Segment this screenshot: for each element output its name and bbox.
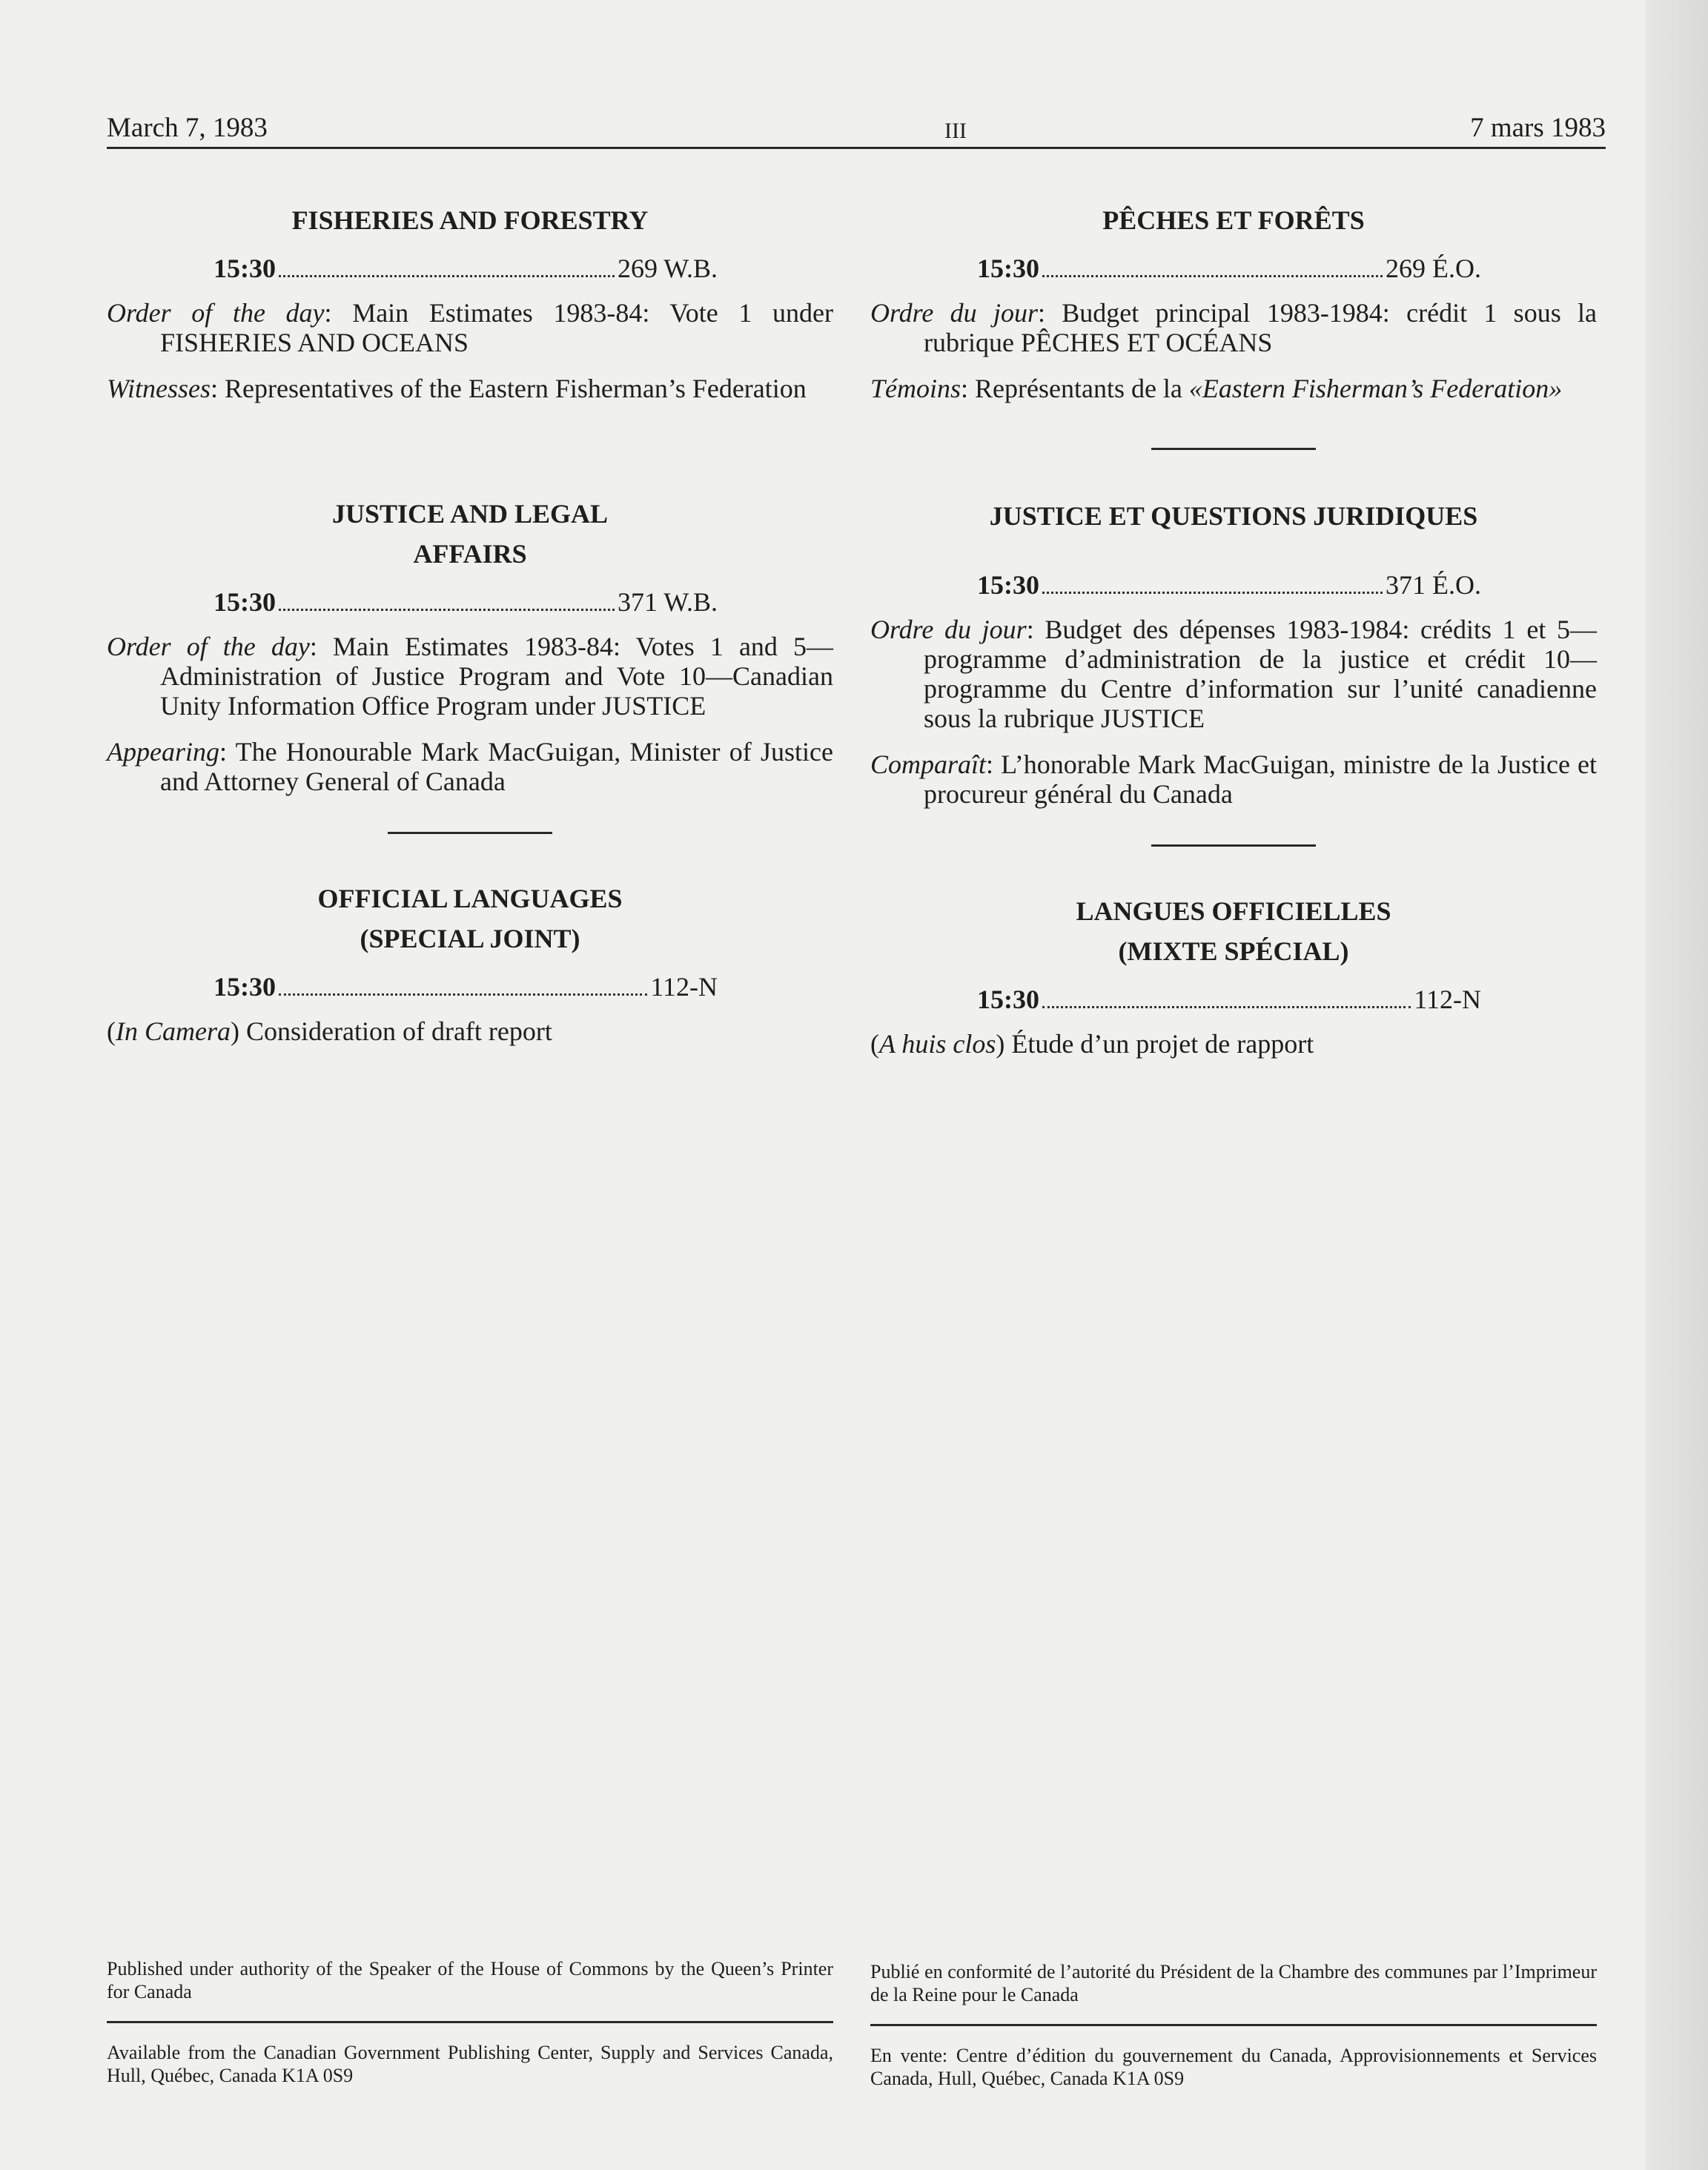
section-separator xyxy=(1151,844,1316,847)
committee-title xyxy=(211,494,729,574)
meeting-room: 371 É.O. xyxy=(1386,570,1481,600)
footer-french xyxy=(870,1960,1597,2090)
committee-langues-officielles xyxy=(870,891,1597,1059)
ordre-du-jour xyxy=(870,615,1597,733)
dot-leader xyxy=(279,609,615,611)
meeting-time: 15:30 xyxy=(214,254,276,283)
meeting-time: 15:30 xyxy=(214,587,276,617)
meeting-time: 15:30 xyxy=(214,972,276,1002)
committee-justice xyxy=(107,494,833,796)
meeting-time: 15:30 xyxy=(977,570,1039,600)
time-room-row xyxy=(977,254,1481,283)
dot-leader xyxy=(279,275,615,277)
meeting-room: 112-N xyxy=(650,972,718,1002)
para-label: Ordre du jour xyxy=(870,615,1027,644)
order-of-day xyxy=(107,298,833,357)
section-separator xyxy=(1151,448,1316,450)
meeting-room: 269 W.B. xyxy=(617,254,718,283)
meeting-room: 269 É.O. xyxy=(1386,254,1481,283)
meeting-room: 112-N xyxy=(1414,985,1481,1014)
spacer xyxy=(107,420,833,494)
dot-leader xyxy=(1042,592,1383,594)
dot-leader xyxy=(279,993,647,996)
para-text: : Budget principal 1983-1984: crédit 1 sous la rubrique PÊCHES ET OCÉANS xyxy=(924,298,1597,357)
time-room-row xyxy=(214,972,718,1002)
header-date-french: 7 mars 1983 xyxy=(1470,113,1606,143)
availability-notice: En vente: Centre d’édition du gouvernement du Canada, Approvisionnements et Services Canada, Hull, Québec, Canada K1A 0S9 xyxy=(870,2045,1597,2089)
time-room-row xyxy=(214,587,718,617)
section-separator xyxy=(388,832,552,834)
page-edge-shadow xyxy=(1646,0,1708,2170)
para-text: : Representatives of the Eastern Fisherman’s Federation xyxy=(211,374,807,403)
para-label: Ordre du jour xyxy=(870,298,1038,328)
committee-title xyxy=(974,891,1493,971)
para-text: : Main Estimates 1983-84: Votes 1 and 5—Administration of Justice Program and Vote 10—Canadian Unity Information Office Program under JUSTICE xyxy=(160,632,833,721)
availability-notice: Available from the Canadian Government Publishing Center, Supply and Services Canada, Hull, Québec, Canada K1A 0S9 xyxy=(107,2042,833,2086)
running-head xyxy=(107,110,1606,149)
committee-title: FISHERIES AND FORESTRY xyxy=(291,205,649,235)
meeting-time: 15:30 xyxy=(977,254,1039,283)
footer-rule xyxy=(107,2021,833,2023)
published-notice: Publié en conformité de l’autorité du Président de la Chambre des communes par l’Imprimeur de la Reine pour le Canada xyxy=(870,1961,1597,2005)
committee-fisheries xyxy=(107,200,833,403)
committee-justice-fr xyxy=(870,496,1597,809)
para-label: A huis clos xyxy=(879,1029,996,1059)
para-text: ) Consideration of draft report xyxy=(231,1016,552,1046)
huis-clos-note xyxy=(870,1029,1597,1059)
committee-title-line1: OFFICIAL LANGUAGES xyxy=(317,884,623,913)
para-text: : Main Estimates 1983-84: Vote 1 under FISHERIES AND OCEANS xyxy=(160,298,833,357)
committee-title-line2: AFFAIRS xyxy=(413,539,527,569)
committee-peches xyxy=(870,200,1597,403)
committee-title: JUSTICE ET QUESTIONS JURIDIQUES xyxy=(989,501,1478,531)
footer-rule xyxy=(870,2024,1597,2026)
order-of-day xyxy=(107,632,833,721)
header-date-english: March 7, 1983 xyxy=(107,113,268,143)
comparait xyxy=(870,750,1597,809)
para-label: Order of the day xyxy=(107,632,310,661)
published-notice: Published under authority of the Speaker of the House of Commons by the Queen’s Printer for Canada xyxy=(107,1958,833,2002)
para-text: : The Honourable Mark MacGuigan, Minister of Justice and Attorney General of Canada xyxy=(160,737,833,796)
para-italic-name: «Eastern Fisherman’s Federation» xyxy=(1188,374,1563,403)
para-label: In Camera xyxy=(116,1016,231,1046)
dot-leader xyxy=(1042,275,1383,277)
header-page-number: III xyxy=(944,119,967,143)
committee-title-line1: JUSTICE AND LEGAL xyxy=(331,499,609,529)
time-room-row xyxy=(977,985,1481,1014)
para-label: Témoins xyxy=(870,374,961,403)
paren-open: ( xyxy=(870,1029,879,1059)
appearing xyxy=(107,737,833,796)
time-room-row xyxy=(977,570,1481,600)
para-label: Order of the day xyxy=(107,298,325,328)
temoins xyxy=(870,374,1597,403)
witnesses xyxy=(107,374,833,403)
para-label: Comparaît xyxy=(870,750,987,779)
para-text: : Budget des dépenses 1983-1984: crédits 1 et 5—programme d’administration de la justice et crédit 10—programme du Centre d’information sur l’unité canadienne sous la rubrique JUSTICE xyxy=(924,615,1597,733)
para-label: Appearing xyxy=(107,737,219,767)
committee-title-line1: LANGUES OFFICIELLES xyxy=(1076,896,1391,926)
ordre-du-jour xyxy=(870,298,1597,357)
committee-title-line2: (SPECIAL JOINT) xyxy=(360,924,580,953)
meeting-time: 15:30 xyxy=(977,985,1039,1014)
para-text: : Représentants de la xyxy=(961,374,1189,403)
french-column xyxy=(870,200,1597,1075)
para-label: Witnesses xyxy=(107,374,211,403)
english-column xyxy=(107,200,833,1062)
meeting-room: 371 W.B. xyxy=(617,587,718,617)
in-camera-note xyxy=(107,1016,833,1046)
committee-title-line2: (MIXTE SPÉCIAL) xyxy=(1118,936,1349,966)
para-text: : L’honorable Mark MacGuigan, ministre de la Justice et procureur général du Canada xyxy=(924,750,1597,809)
dot-leader xyxy=(1042,1006,1411,1008)
footer-english xyxy=(107,1957,833,2087)
time-room-row xyxy=(214,254,718,283)
committee-title xyxy=(211,879,729,959)
paren-open: ( xyxy=(107,1016,116,1046)
committee-title: PÊCHES ET FORÊTS xyxy=(1102,205,1365,235)
committee-official-languages xyxy=(107,879,833,1046)
para-text: ) Étude d’un projet de rapport xyxy=(996,1029,1314,1059)
